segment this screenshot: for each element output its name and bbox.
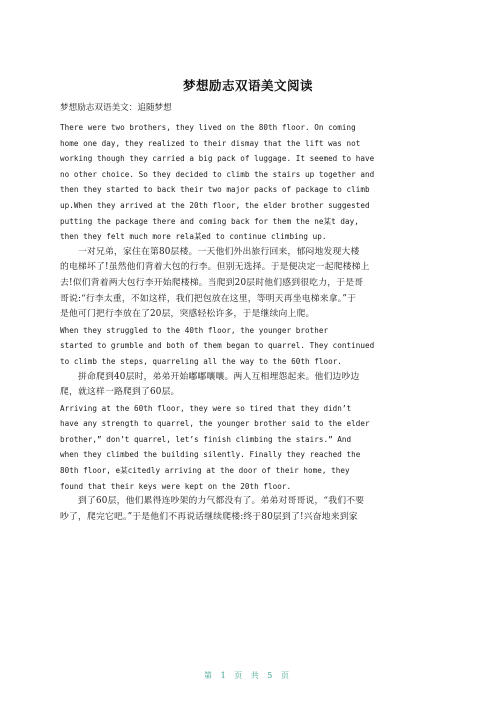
text-line: putting the package there and coming back for them the ne某t day, <box>60 216 359 226</box>
text-line: started to grumble and both of them began to quarrel. They continued <box>60 341 375 351</box>
page-title: 梦想励志双语美文阅读 <box>182 78 313 93</box>
text-line: no other choice. So they decided to climb the stairs up together and <box>60 169 375 179</box>
english-paragraph <box>60 323 445 370</box>
text-line: up.When they arrived at the 20th floor, the elder brother suggested <box>60 200 370 210</box>
text-line: 爬，就这样一路爬到了60层。 <box>60 387 180 398</box>
text-line: 吵了，爬完它吧。”于是他们不再说话继续爬楼:终于80层到了!兴奋地来到家 <box>60 511 358 522</box>
text-line: working though they carried a big pack of luggage. It seemed to have <box>60 154 375 164</box>
text-line: 80th floor, e某citedly arriving at the door of their home, they <box>60 466 350 476</box>
document-body <box>60 120 445 525</box>
text-line: 到了60层，他们累得连吵架的力气都没有了。弟弟对哥哥说，“我们不要 <box>60 496 365 507</box>
text-line: brother,” don’t quarrel, let’s finish climbing the stairs.” And <box>60 434 352 444</box>
english-paragraph <box>60 120 445 245</box>
text-line: 的电梯坏了!虽然他们背着大包的行李。但别无选择。于是便决定一起爬楼梯上 <box>60 262 370 273</box>
text-line: then they felt much more rela某ed to continue climbing up. <box>60 232 327 242</box>
text-line: 拼命爬到40层时，弟弟开始嘟嘟嚷嚷。两人互相埋怨起来。他们边吵边 <box>60 371 360 382</box>
chinese-paragraph <box>60 370 445 401</box>
subtitle: 梦想励志双语美文：追随梦想 <box>60 103 172 113</box>
text-line: when they climbed the building silently. Finally they reached the <box>60 450 361 460</box>
text-line: 一对兄弟，家住在第80层楼。一天他们外出旅行回来，郁闷地发现大楼 <box>60 246 360 257</box>
english-paragraph <box>60 401 445 495</box>
text-line: to climb the steps, quarreling all the way to the 60th floor. <box>60 356 342 366</box>
chinese-paragraph <box>60 494 445 525</box>
text-line: 哥说:“行李太重，不如这样，我们把包放在这里，等明天再坐电梯来拿。”于 <box>60 293 357 304</box>
text-line: have any strength to quarrel, the younger brother said to the elder <box>60 419 370 429</box>
text-line: home one day, they realized to their dismay that the lift was not <box>60 138 361 148</box>
text-line: Arriving at the 60th floor, they were so tired that they didn’t <box>60 403 352 413</box>
text-line: found that their keys were kept on the 20th floor. <box>60 481 292 491</box>
text-line: When they struggled to the 40th floor, the younger brother <box>60 325 329 335</box>
text-line: then they started to back their two major packs of package to climb <box>60 185 370 195</box>
page-footer: 第 1 页 共 5 页 <box>204 671 292 680</box>
text-line: 去!似们背着两大包行李开始爬楼梯。当爬到20层时他们感到很吃力，于是哥 <box>60 277 364 288</box>
text-line: There were two brothers, they lived on the 80th floor. On coming <box>60 123 356 132</box>
text-line: 是他可门把行李放在了20层，突感轻松许多，于是继续向上爬。 <box>60 309 315 320</box>
chinese-paragraph <box>60 245 445 323</box>
